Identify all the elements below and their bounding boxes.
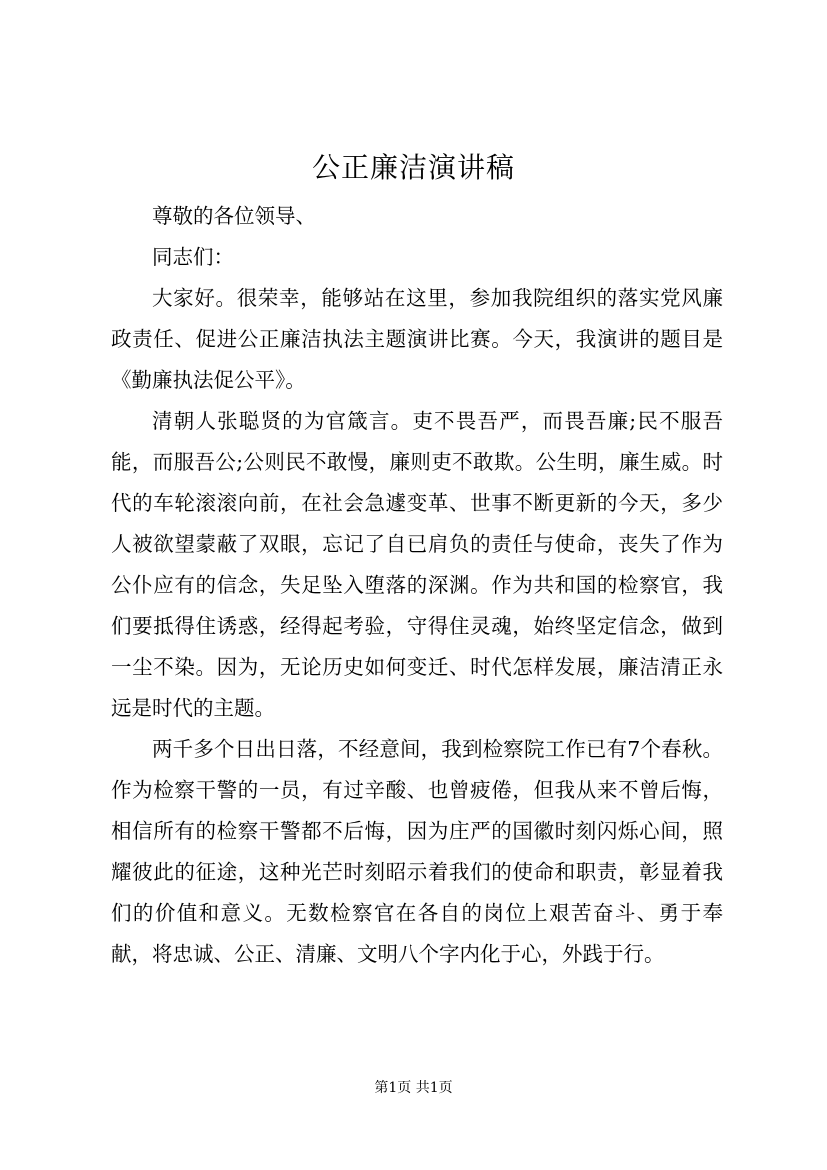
paragraph-3: 两千多个日出日落，不经意间，我到检察院工作已有7个春秋。作为检察干警的一员，有过辛酸、也曾疲倦，但我从来不曾后悔，相信所有的检察干警都不后悔，因为庄严的国徽时刻闪烁心间，照耀彼此的征途，这种光芒时刻昭示着我们的使命和职责，彰显着我们的价值和意义。无数检察官在各自的岗位上艰苦奋斗、勇于奉献，将忠诚、公正、清廉、文明八个字内化于心，外践于行。 (111, 737, 723, 966)
greeting-line-1: 尊敬的各位领导、 (152, 204, 316, 228)
paragraph-2: 清朝人张聪贤的为官箴言。吏不畏吾严，而畏吾廉;民不服吾能，而服吾公;公则民不敢慢，廉则吏不敢欺。公生明，廉生威。时代的车轮滚滚向前，在社会急遽变革、世事不断更新的今天，多少人被欲望蒙蔽了双眼，忘记了自已肩负的责任与使命，丧失了作为公仆应有的信念，失足坠入堕落的深渊。作为共和国的检察官，我们要抵得住诱惑，经得起考验，守得住灵魂，始终坚定信念，做到一尘不染。因为，无论历史如何变迁、时代怎样发展，廉洁清正永远是时代的主题。 (111, 409, 723, 720)
document-body (111, 196, 723, 975)
greeting-line-2: 同志们： (152, 245, 234, 269)
paragraph-1: 大家好。很荣幸，能够站在这里，参加我院组织的落实党风廉政责任、促进公正廉洁执法主题演讲比赛。今天，我演讲的题目是《勤廉执法促公平》。 (111, 286, 723, 392)
page-footer: 第1页 共1页 (374, 1080, 453, 1096)
document-title: 公正廉洁演讲稿 (311, 151, 515, 184)
